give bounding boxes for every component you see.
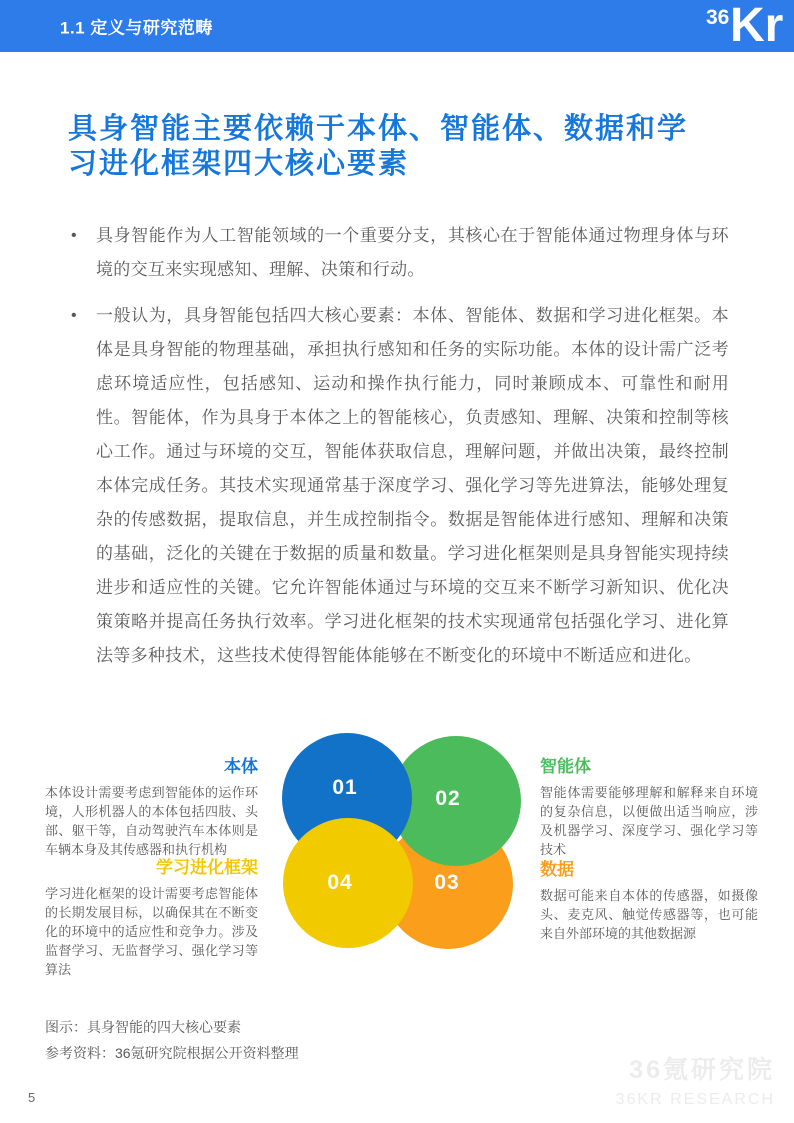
section-heading: 1.1 定义与研究范畴 (60, 18, 213, 38)
diagram-block-body (45, 752, 258, 859)
page-number: 5 (28, 1090, 36, 1105)
bullet-text-1: 具身智能作为人工智能领域的一个重要分支，其核心在于智能体通过物理身体与环境的交互来实现感知、理解、决策和行动。 (96, 226, 729, 279)
caption-block (45, 1014, 465, 1066)
diagram-block-learning-framework (45, 853, 258, 979)
header-bar (0, 0, 794, 52)
page-title-line1: 具身智能主要依赖于本体、智能体、数据和学 (68, 113, 689, 145)
bullet-item-1 (68, 219, 729, 287)
circle-number-02: 02 (435, 787, 461, 810)
logo-36-part: 36 (706, 6, 730, 29)
circle-number-01: 01 (332, 776, 358, 799)
watermark-chinese: 36氪研究院 (629, 1056, 775, 1084)
figure-caption: 图示：具身智能的四大核心要素 (45, 1019, 241, 1035)
page-title (68, 112, 748, 182)
diagram-desc-agent: 智能体需要能够理解和解释来自环境的复杂信息，以便做出适当响应，涉及机器学习、深度学习、强化学习等技术 (540, 785, 758, 857)
bullet-marker: • (71, 227, 77, 244)
diagram-block-agent (540, 752, 758, 859)
diagram-label-body: 本体 (224, 757, 258, 776)
circle-number-03: 03 (434, 871, 460, 894)
diagram-block-data (540, 855, 758, 943)
diagram-desc-learning-framework: 学习进化框架的设计需要考虑智能体的长期发展目标，以确保其在不断变化的环境中的适应性和竞争力。涉及监督学习、无监督学习、强化学习等算法 (45, 886, 258, 977)
diagram-desc-body: 本体设计需要考虑到智能体的运作环境，人形机器人的本体包括四肢、头部、躯干等，自动驾驶汽车本体则是车辆本身及其传感器和执行机构 (45, 785, 258, 857)
page-title-line2: 习进化框架四大核心要素 (68, 148, 410, 180)
36kr-logo (706, 0, 786, 52)
reference-note: 参考资料：36氪研究院根据公开资料整理 (45, 1045, 299, 1061)
diagram-label-learning-framework: 学习进化框架 (156, 858, 258, 877)
diagram-label-data: 数据 (540, 860, 574, 879)
watermark (616, 1050, 775, 1109)
circle-learning-framework (283, 818, 413, 948)
bullet-item-2 (68, 299, 729, 673)
circle-number-04: 04 (327, 871, 353, 894)
diagram-label-agent: 智能体 (540, 757, 591, 776)
bullet-list (68, 219, 729, 685)
watermark-english: 36KR RESEARCH (615, 1091, 775, 1108)
logo-kr-part: Kr (730, 0, 784, 52)
diagram-desc-data: 数据可能来自本体的传感器，如摄像头、麦克风、触觉传感器等，也可能来自外部环境的其他数据源 (540, 888, 758, 941)
bullet-text-2: 一般认为，具身智能包括四大核心要素：本体、智能体、数据和学习进化框架。本体是具身智能的物理基础，承担执行感知和任务的实际功能。本体的设计需广泛考虑环境适应性，包括感知、运动和操作执行能力，同时兼顾成本、可靠性和耐用性。智能体，作为具身于本体之上的智能核心，负责感知、理解、决策和控制等核心工作。通过与环境的交互，智能体获取信息，理解问题，并做出决策，最终控制本体完成任务。其技术实现通常基于深度学习、强化学习等先进算法，能够处理复杂的传感数据，提取信息，并生成控制指令。数据是智能体进行感知、理解和决策的基础，泛化的关键在于数据的质量和数量。学习进化框架则是具身智能实现持续进步和适应性的关键。它允许智能体通过与环境的交互来不断学习新知识、优化决策策略并提高任务执行效率。学习进化框架的技术实现通常包括强化学习、进化算法等多种技术，这些技术使得智能体能够在不断变化的环境中不断适应和进化。 (96, 306, 729, 665)
bullet-marker: • (71, 307, 77, 324)
